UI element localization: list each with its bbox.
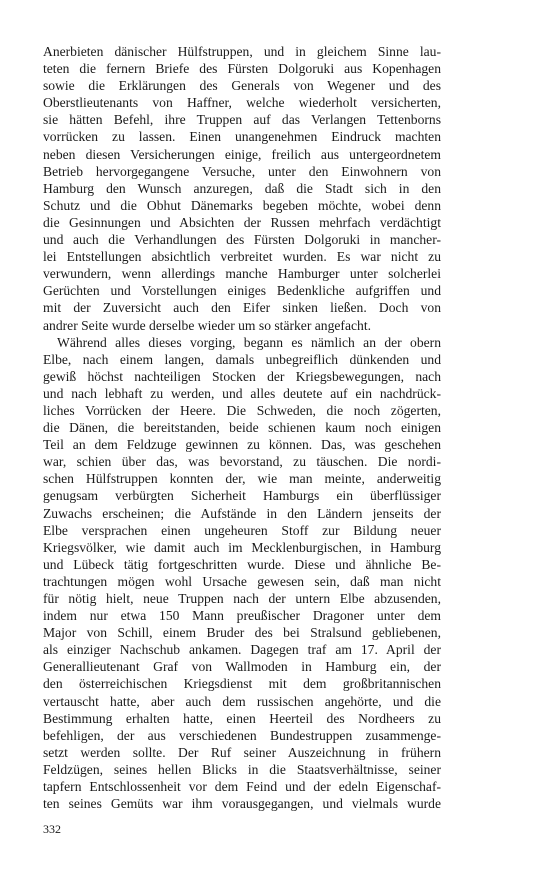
text-line: Generallieutenant Graf von Wallmoden in Hamburg ein, der (43, 659, 441, 675)
text-line: sowie die Erklärungen des Generals von Wegener und des (43, 78, 441, 94)
text-line: lei Entstellungen absichtlich verbreitet wurden. Es war nicht zu (43, 249, 441, 265)
text-line: war, schien über das, was bevorstand, zu täuschen. Die nordi- (43, 454, 441, 470)
text-line: genugsam verbürgten Sicherheit Hamburgs ein überflüssiger (43, 488, 441, 504)
text-line: verwundern, wenn allerdings manche Hamburger unter solcherlei (43, 266, 441, 282)
text-line: Bestimmung erhalten hatte, einen Heerteil des Nordheers zu (43, 710, 441, 726)
text-line: die Dänen, die bereitstanden, beide schienen kaum noch einigen (43, 420, 441, 436)
text-line: sie hätten Befehl, ihre Truppen auf das Verlangen Tettenborns (43, 112, 441, 128)
text-line: Schutz und die Obhut Dänemarks begeben möchte, wobei denn (43, 197, 441, 213)
paragraph-first-line: Während alles dieses vorging, begann es nämlich an der obern (57, 334, 441, 350)
text-line: Elbe, nach einem langen, damals unbegreiflich dünkenden und (43, 351, 441, 367)
text-line: Elbe versprachen einen ungeheuren Stoff zur Bildung neuer (43, 522, 441, 538)
text-line: Major von Schill, einem Bruder des bei Stralsund gebliebenen, (43, 625, 441, 641)
text-line: Zuwachs erscheinen; die Aufstände in den Ländern jenseits der (43, 505, 441, 521)
text-line: und Lübeck tätig fortgeschritten wurde. Diese und ähnliche Be- (43, 556, 441, 572)
text-line: liches Vorrücken der Heere. Die Schweden, die noch zögerten, (43, 402, 441, 418)
text-line: vertauscht hatte, aber auch dem russischen angehörte, und die (43, 693, 441, 709)
text-line: und nach lebhaft zu werden, und alles deutete auf ein nachdrück- (43, 385, 441, 401)
body-text (43, 43, 441, 812)
page-number: 332 (43, 822, 61, 836)
text-line: Teil an dem Feldzuge gewinnen zu können. Das, was geschehen (43, 437, 441, 453)
text-line: Hamburg den Wunsch anzuregen, daß die Stadt sich in den (43, 180, 441, 196)
text-line: den österreichischen Kriegsdienst mit dem großbritannischen (43, 676, 441, 692)
text-line: als einziger Nachschub ankamen. Dagegen traf am 17. April der (43, 642, 441, 658)
text-line: die Gesinnungen und Absichten der Russen mehrfach verdächtigt (43, 214, 441, 230)
text-line: vorrücken zu lassen. Einen unangenehmen Eindruck machten (43, 129, 441, 145)
text-line: gewiß höchst nachteiligen Stocken der Kriegsbewegungen, nach (43, 368, 441, 384)
text-line: trachtungen mögen wohl Ursache gewesen sein, daß man nicht (43, 573, 441, 589)
text-line: und auch die Verhandlungen des Fürsten Dolgoruki in mancher- (43, 232, 441, 248)
text-line: setzt werden sollte. Der Ruf seiner Auszeichnung in frühern (43, 744, 441, 760)
text-line: tapfern Entschlossenheit vor dem Feind und der edeln Eigenschaf- (43, 779, 441, 795)
text-line: Betrieb hervorgegangene Versuche, unter den Einwohnern von (43, 163, 441, 179)
text-line: neben diesen Versicherungen einige, freilich aus untergeordnetem (43, 146, 441, 162)
text-line: teten die fernern Briefe des Fürsten Dolgoruki aus Kopenhagen (43, 61, 441, 77)
text-line: Feldzügen, seines hellen Blicks in die Staatsverhältnisse, seiner (43, 761, 441, 777)
text-line: Anerbieten dänischer Hülfstruppen, und in gleichem Sinne lau- (43, 44, 441, 59)
text-line: schen Hülfstruppen konnten der, wie man meinte, anderweitig (43, 471, 441, 487)
text-line: Oberstlieutenants von Haffner, welche wiederholt versicherten, (43, 95, 441, 111)
paragraph-end-line: andrer Seite wurde derselbe wieder um so stärker angefacht. (43, 317, 371, 333)
text-line: Kriegsvölker, wie damit auch im Mecklenburgischen, in Hamburg (43, 539, 441, 555)
text-line: für nötig hielt, neue Truppen nach der untern Elbe abzusenden, (43, 591, 441, 606)
text-line: ten seines Gemüts war ihm vorausgegangen, und vielmals wurde (43, 796, 441, 812)
text-line: Gerüchten und Vorstellungen einiges Bedenkliche aufgriffen und (43, 283, 441, 299)
text-line: befehligen, der aus verschiedenen Bundestruppen zusammenge- (43, 727, 441, 743)
text-line: mit der Zuversicht auch den Eifer sinken ließen. Doch von (43, 300, 441, 316)
text-line: indem nur etwa 150 Mann preußischer Dragoner unter dem (43, 608, 441, 624)
